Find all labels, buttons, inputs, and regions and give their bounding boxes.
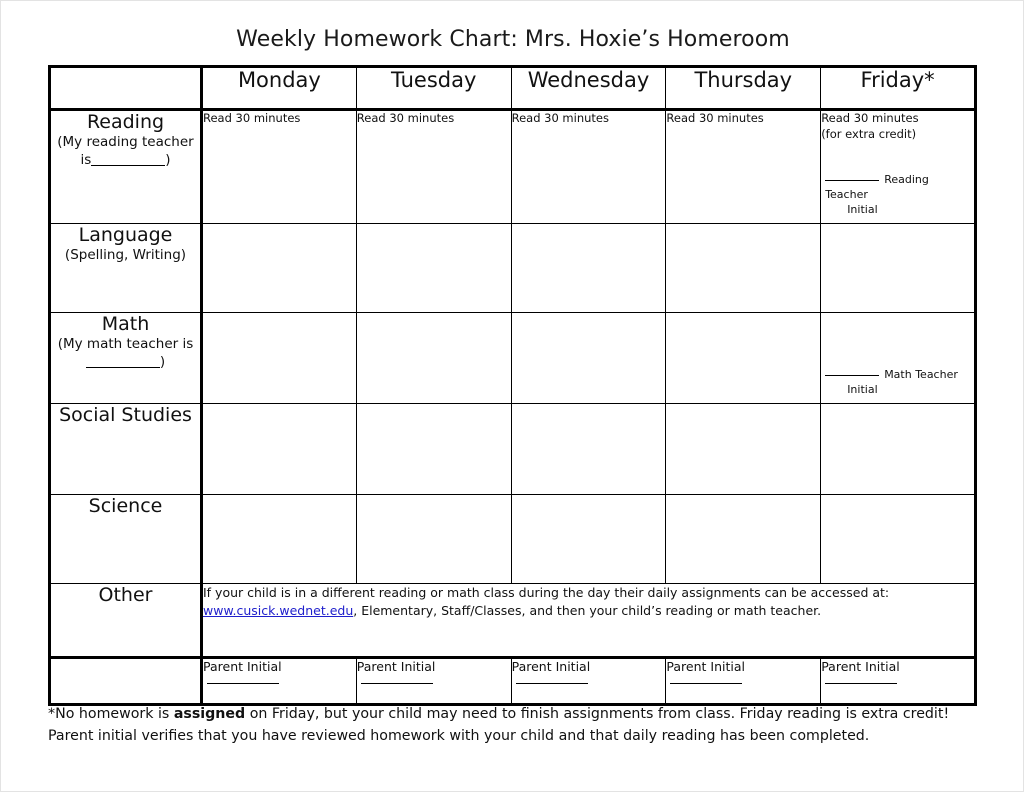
math-teacher-note-pre: (My math teacher is [57, 336, 194, 353]
footnote-part2: on Friday, but your child may need to finish assignments from class. Friday reading is extra credit! [245, 706, 950, 722]
cell-math-tuesday[interactable] [356, 313, 511, 404]
row-label-math [50, 313, 202, 404]
cell-text-secondary: (for extra credit) [821, 126, 917, 141]
cell-math-monday[interactable] [202, 313, 357, 404]
cusick-website-link[interactable]: www.cusick.wednet.edu [203, 602, 354, 618]
cell-language-monday[interactable] [202, 224, 357, 313]
cell-text: Read 30 minutes [511, 111, 609, 125]
footnote [48, 703, 983, 747]
parent-initial-line[interactable] [825, 683, 897, 684]
table-row-social-studies [50, 404, 976, 495]
parent-initial-label: Parent Initial [356, 659, 436, 674]
parent-initial-line[interactable] [207, 683, 279, 684]
math-teacher-initial-word: Initial [847, 383, 878, 397]
reading-teacher-note-post: ) [165, 151, 171, 168]
day-header-monday: Monday [202, 67, 357, 110]
cell-social-studies-tuesday[interactable] [356, 404, 511, 495]
parent-initial-label: Parent Initial [666, 659, 745, 674]
day-header-wednesday: Wednesday [511, 67, 666, 110]
cell-social-studies-thursday[interactable] [666, 404, 821, 495]
cell-science-thursday[interactable] [666, 495, 821, 584]
other-note-line2 [203, 602, 974, 620]
cell-parent-initial-tuesday[interactable] [356, 658, 511, 705]
cell-social-studies-wednesday[interactable] [511, 404, 666, 495]
cell-other-note[interactable] [202, 584, 976, 658]
subject-name-science: Science [88, 495, 163, 517]
subject-note-reading [51, 134, 200, 169]
reading-teacher-initial-word: Initial [847, 203, 878, 217]
table-row-language [50, 224, 976, 313]
cell-math-thursday[interactable] [666, 313, 821, 404]
math-teacher-blank[interactable] [86, 367, 160, 368]
cell-science-wednesday[interactable] [511, 495, 666, 584]
footnote-line1 [48, 703, 983, 725]
parent-initial-line[interactable] [670, 683, 742, 684]
cell-text: Read 30 minutes [203, 111, 301, 125]
cell-language-thursday[interactable] [666, 224, 821, 313]
cell-text: Read 30 minutes [666, 111, 764, 125]
cell-reading-friday[interactable] [821, 110, 976, 224]
footnote-bold-word: assigned [173, 706, 246, 722]
table-header-row [50, 67, 976, 110]
cell-social-studies-friday[interactable] [821, 404, 976, 495]
cell-language-wednesday[interactable] [511, 224, 666, 313]
cell-reading-tuesday[interactable] [356, 110, 511, 224]
subject-name-math: Math [101, 313, 150, 335]
subject-note-language: (Spelling, Writing) [64, 247, 187, 264]
math-teacher-initial-label: Math Teacher [884, 368, 958, 382]
cell-text: Read 30 minutes [356, 111, 455, 125]
other-note-line1: If your child is in a different reading or math class during the day their daily assignments can be accessed at: [203, 585, 890, 600]
day-header-thursday: Thursday [666, 67, 821, 110]
cell-reading-thursday[interactable] [666, 110, 821, 224]
table-row-reading [50, 110, 976, 224]
parent-initial-label: Parent Initial [511, 659, 591, 674]
footnote-part1: *No homework is [48, 706, 174, 722]
subject-name-language: Language [78, 224, 173, 246]
reading-teacher-note-pre: (My reading teacher is [57, 134, 194, 168]
other-note-line2-rest: , Elementary, Staff/Classes, and then your child’s reading or math teacher. [353, 602, 822, 618]
reading-teacher-initial-block [825, 173, 971, 218]
subject-note-math [51, 336, 200, 371]
table-corner-cell [50, 67, 202, 110]
parent-initial-label: Parent Initial [821, 659, 900, 674]
parent-initial-line[interactable] [516, 683, 588, 684]
cell-parent-initial-monday[interactable] [202, 658, 357, 705]
day-header-friday: Friday* [821, 67, 976, 110]
cell-parent-initial-friday[interactable] [821, 658, 976, 705]
day-header-tuesday: Tuesday [356, 67, 511, 110]
subject-name-reading: Reading [86, 111, 165, 133]
footnote-line2: Parent initial verifies that you have reviewed homework with your child and that daily reading has been completed. [48, 728, 870, 744]
cell-language-friday[interactable] [821, 224, 976, 313]
row-label-reading [50, 110, 202, 224]
math-teacher-signature-line[interactable] [825, 375, 879, 376]
subject-name-social-studies: Social Studies [59, 404, 192, 426]
cell-math-friday[interactable] [821, 313, 976, 404]
cell-reading-wednesday[interactable] [511, 110, 666, 224]
cell-parent-initial-wednesday[interactable] [511, 658, 666, 705]
cell-language-tuesday[interactable] [356, 224, 511, 313]
cell-text: Read 30 minutes [821, 111, 919, 125]
subject-name-other: Other [98, 584, 153, 606]
parent-initial-label: Parent Initial [203, 659, 282, 674]
cell-science-monday[interactable] [202, 495, 357, 584]
math-teacher-note-post: ) [159, 353, 166, 370]
table-row-other [50, 584, 976, 658]
row-label-science [50, 495, 202, 584]
cell-science-tuesday[interactable] [356, 495, 511, 584]
row-label-parent-initial [50, 658, 202, 705]
row-label-language [50, 224, 202, 313]
cell-math-wednesday[interactable] [511, 313, 666, 404]
parent-initial-line[interactable] [361, 683, 433, 684]
table-row-parent-initial [50, 658, 976, 705]
row-label-social-studies [50, 404, 202, 495]
math-teacher-initial-block [825, 368, 971, 398]
table-row-math [50, 313, 976, 404]
page-title: Weekly Homework Chart: Mrs. Hoxie’s Homeroom [236, 27, 790, 52]
reading-teacher-initial-label: Reading Teacher [825, 173, 929, 202]
cell-parent-initial-thursday[interactable] [666, 658, 821, 705]
cell-reading-monday[interactable] [202, 110, 357, 224]
weekly-homework-table [48, 65, 977, 706]
cell-science-friday[interactable] [821, 495, 976, 584]
row-label-other [50, 584, 202, 658]
cell-social-studies-monday[interactable] [202, 404, 357, 495]
reading-teacher-blank[interactable] [91, 165, 165, 166]
table-row-science [50, 495, 976, 584]
reading-teacher-signature-line[interactable] [825, 180, 879, 181]
